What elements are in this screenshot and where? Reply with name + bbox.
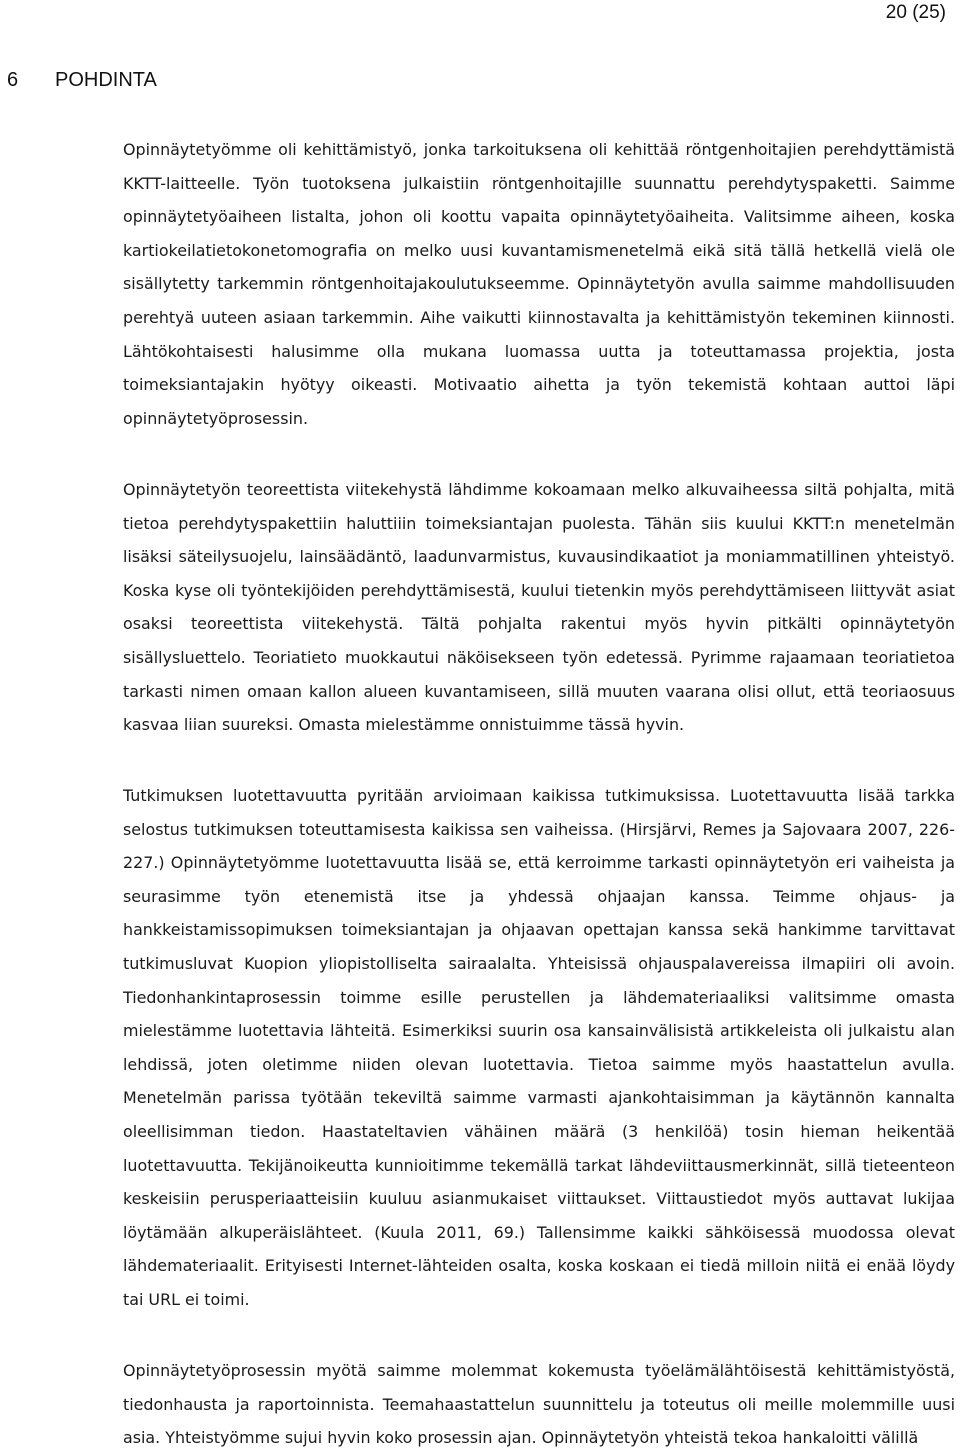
paragraph: Opinnäytetyöprosessin myötä saimme molemmat kokemusta työelämälähtöisestä kehittämistyöstä, tiedonhausta ja raportoinnista. Teemahaastattelun suunnittelu ja toteutus oli meille molemmille uusi asia. Yhteistyömme sujui hyvin koko prosessin ajan. Opinnäytetyön yhteistä tekoa hankaloitti välillä (123, 1361, 955, 1448)
page-number: 20 (25) (885, 2, 946, 23)
section-title: POHDINTA (55, 69, 157, 91)
paragraph: Opinnäytetyön teoreettista viitekehystä lähdimme kokoamaan melko alkuvaiheessa siltä pohjalta, mitä tietoa perehdytyspakettiin haluttiiin toimeksiantajan puolesta. Tähän siis kuului KKTT:n menetelmän lisäksi säteilysuojelu, lainsäädäntö, laadunvarmistus, kuvausindikaatiot ja moniammatillinen yhteistyö. Koska kyse oli työntekijöiden perehdyttämisestä, kuului tietenkin myös perehdyttämiseen liittyvät asiat osaksi teoreettista viitekehystä. Tältä pohjalta rakentui myös hyvin pitkälti opinnäytetyön sisällysluettelo. Teoriatieto muokkautui näköisekseen työn edetessä. Pyrimme rajaamaan teoriatietoa tarkasti nimen omaan kallon alueen kuvantamiseen, sillä muuten vaarana olisi ollut, että teoriaosuus kasvaa liian suureksi. Omasta mielestämme onnistuimme tässä hyvin. (123, 480, 955, 735)
paragraph: Opinnäytetyömme oli kehittämistyö, jonka tarkoituksena oli kehittää röntgenhoitajien perehdyttämistä KKTT-laitteelle. Työn tuotoksena julkaistiin röntgenhoitajille suunnattu perehdytyspaketti. Saimme opinnäytetyöaiheen listalta, johon oli koottu vapaita opinnäytetyöaiheita. Valitsimme aiheen, koska kartiokeilatietokonetomografia on melko uusi kuvantamismenetelmä eikä sitä tällä hetkellä vielä ole sisällytetty tarkemmin röntgenhoitajakoulutukseemme. Opinnäytetyön avulla saimme mahdollisuuden perehtyä uuteen asiaan tarkemmin. Aihe vaikutti kiinnostavalta ja kehittämistyön tekeminen kiinnosti. Lähtökohtaisesti halusimme olla mukana luomassa uutta ja toteuttamassa projektia, josta toimeksiantajakin hyötyy oikeasti. Motivaatio aihetta ja työn tekemistä kohtaan auttoi läpi opinnäytetyöprosessin. (123, 140, 955, 428)
section-heading (7, 68, 157, 92)
section-number: 6 (7, 69, 19, 91)
paragraph: Tutkimuksen luotettavuutta pyritään arvioimaan kaikissa tutkimuksissa. Luotettavuutta lisää tarkka selostus tutkimuksen toteuttamisesta kaikissa sen vaiheissa. (Hirsjärvi, Remes ja Sajovaara 2007, 226-227.) Opinnäytetyömme luotettavuutta lisää se, että kerroimme tarkasti opinnäytetyön eri vaiheista ja seurasimme työn etenemistä itse ja yhdessä ohjaajan kanssa. Teimme ohjaus- ja hankkeistamissopimuksen toimeksiantajan ja ohjaavan opettajan kanssa sekä hankimme tarvittavat tutkimusluvat Kuopion yliopistolliselta sairaalalta. Yhteisissä ohjauspalavereissa ilmapiiri oli avoin. Tiedonhankintaprosessin toimme esille perustellen ja lähdemateriaaliksi valitsimme omasta mielestämme luotettavia lähteitä. Esimerkiksi suurin osa kansainvälisistä artikkeleista oli julkaistu alan lehdissä, joten oletimme niiden olevan luotettavia. Tietoa saimme myös haastattelun avulla. Menetelmän parissa työtään tekeviltä saimme varmasti ajankohtaisimman ja käytännön kannalta oleellisimman tiedon. Haastateltavien vähäinen määrä (3 henkilöä) tosin hieman heikentää luotettavuutta. Tekijänoikeutta kunnioitimme tekemällä tarkat lähdeviittausmerkinnät, sillä tieteenteon keskeisiin perusperiaatteisiin kuuluu asianmukaiset viittaukset. Viittaustiedot myös auttavat lukijaa löytämään alkuperäislähteet. (Kuula 2011, 69.) Tallensimme kaikki sähköisessä muodossa olevat lähdemateriaalit. Erityisesti Internet-lähteiden osalta, koska koskaan ei tiedä milloin niitä ei enää löydy tai URL ei toimi. (123, 786, 955, 1309)
